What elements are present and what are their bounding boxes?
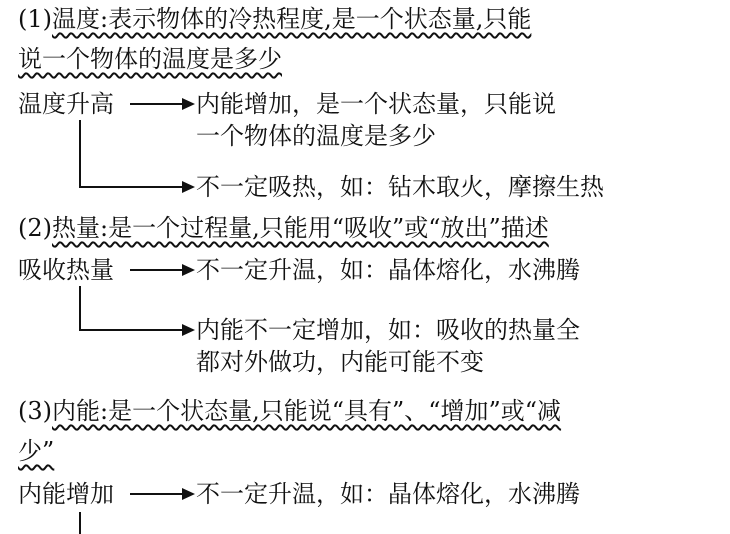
bracket-1 [80, 120, 183, 187]
section-2-definition [18, 213, 549, 243]
section-1-def-line1: 温度:表示物体的冷热程度,是一个状态量,只能 [52, 5, 532, 33]
section-2-branch2-line1: 内能不一定增加，如：吸收的热量全 [196, 316, 580, 344]
section-1-branch1-line2: 一个物体的温度是多少 [196, 122, 436, 150]
section-3-def-line2: 少” [18, 437, 55, 465]
section-1-definition [18, 4, 531, 34]
section-2-def-line1: 热量:是一个过程量,只能用“吸收”或“放出”描述 [52, 214, 549, 242]
section-2-branch1: 不一定升温，如：晶体熔化，水沸腾 [196, 256, 580, 284]
section-3-root: 内能增加 [18, 480, 114, 508]
arrow-2a-head [182, 264, 195, 276]
section-1-branch1-line1: 内能增加，是一个状态量，只能说 [196, 90, 556, 118]
section-2-number: (2) [18, 214, 52, 242]
section-3-number: (3) [18, 397, 52, 425]
section-1-def-line2-row [18, 44, 282, 74]
section-1-number: (1) [18, 5, 52, 33]
section-1-branch2: 不一定吸热，如：钻木取火，摩擦生热 [196, 173, 604, 201]
arrow-2b-head [182, 324, 195, 336]
section-1-def-line2: 说一个物体的温度是多少 [18, 45, 282, 73]
arrow-1a-head [182, 98, 195, 110]
arrow-1b-head [182, 181, 195, 193]
section-2-branch2-line2: 都对外做功，内能可能不变 [196, 348, 484, 376]
bracket-2 [80, 286, 183, 330]
section-2-root: 吸收热量 [18, 256, 114, 284]
arrow-3a-head [182, 488, 195, 500]
section-3-def-line1: 内能:是一个状态量,只能说“具有”、“增加”或“减 [52, 397, 562, 425]
section-3-branch1: 不一定升温，如：晶体熔化，水沸腾 [196, 480, 580, 508]
section-3-def-line2-row [18, 436, 54, 466]
section-1-root: 温度升高 [18, 90, 114, 118]
section-3-definition [18, 396, 561, 426]
